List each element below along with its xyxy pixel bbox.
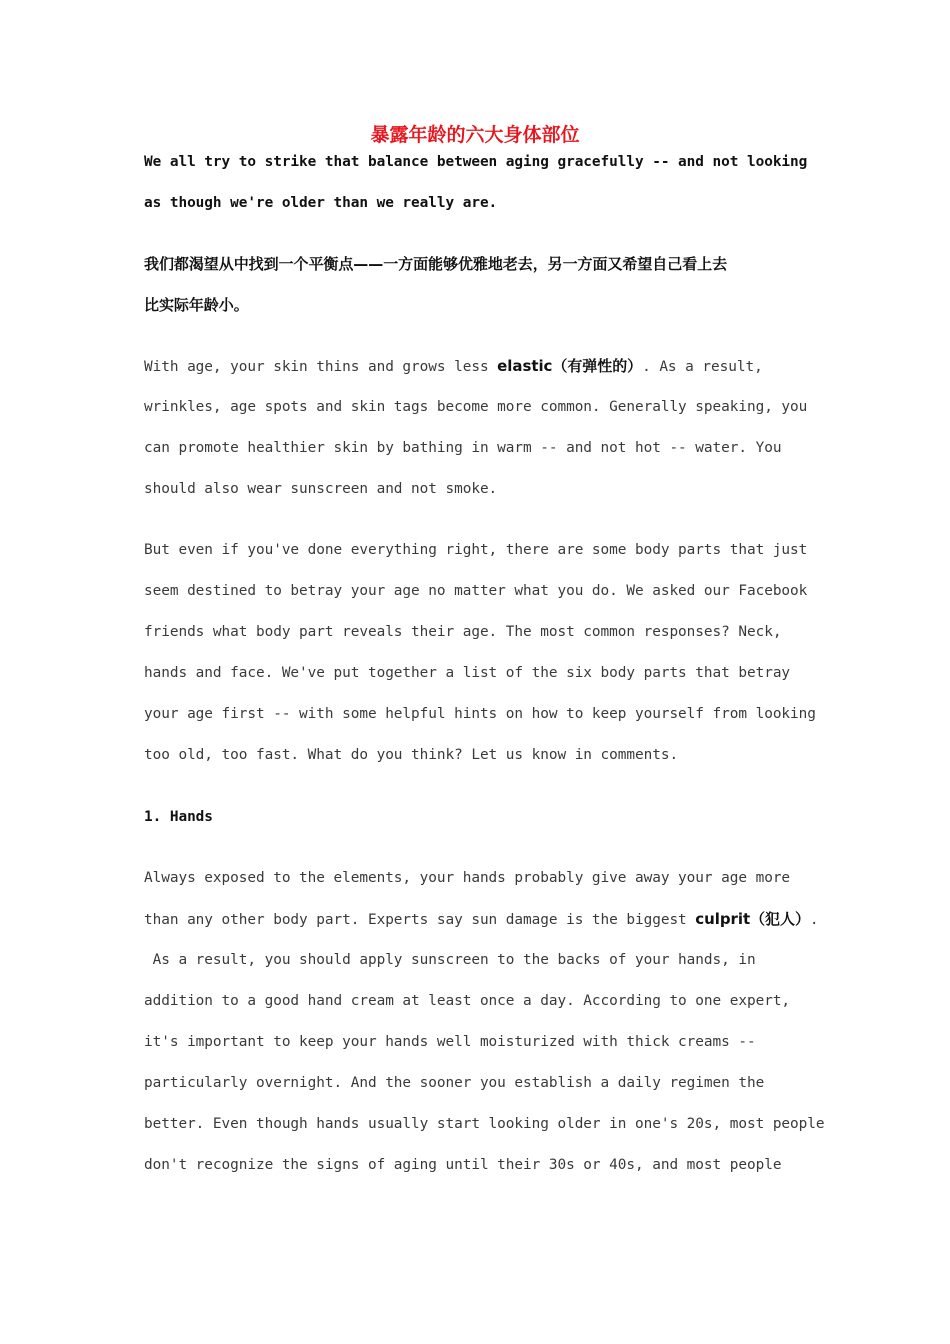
paragraph-3-line-5: it's important to keep your hands well moisturized with thick creams --	[144, 1034, 756, 1050]
paragraph-1-line-1	[144, 356, 763, 377]
paragraph-1-text: With age, your skin thins and grows less	[144, 359, 498, 375]
paragraph-2-line-6: too old, too fast. What do you think? Let us know in comments.	[144, 747, 679, 763]
paragraph-2-line-1: But even if you've done everything right, there are some body parts that just	[144, 542, 808, 558]
paragraph-3-line-4: addition to a good hand cream at least once a day. According to one expert,	[144, 993, 791, 1009]
term-culprit: culprit（犯人）	[695, 910, 810, 928]
paragraph-3-text: .	[809, 912, 819, 928]
paragraph-3-line-1: Always exposed to the elements, your hands probably give away your age more	[144, 870, 791, 886]
paragraph-3-text: than any other body part. Experts say sun damage is the biggest	[144, 912, 696, 928]
paragraph-2-line-3: friends what body part reveals their age. The most common responses? Neck,	[144, 624, 782, 640]
intro-cn-line-2: 比实际年龄小。	[144, 296, 249, 314]
paragraph-3-line-3: As a result, you should apply sunscreen to the backs of your hands, in	[144, 952, 756, 968]
paragraph-1-text: . As a result,	[642, 359, 763, 375]
paragraph-3-line-6: particularly overnight. And the sooner you establish a daily regimen the	[144, 1075, 765, 1091]
paragraph-3-line-2	[144, 909, 819, 930]
intro-en-line-1: We all try to strike that balance between aging gracefully -- and not looking	[144, 154, 808, 170]
paragraph-2-line-2: seem destined to betray your age no matter what you do. We asked our Facebook	[144, 583, 808, 599]
term-elastic: elastic（有弹性的）	[497, 357, 643, 375]
section-heading-hands: 1. Hands	[144, 809, 213, 825]
document-title: 暴露年龄的六大身体部位	[370, 124, 580, 146]
paragraph-3-line-7: better. Even though hands usually start looking older in one's 20s, most people	[144, 1116, 825, 1132]
intro-cn-line-1: 我们都渴望从中找到一个平衡点——一方面能够优雅地老去，另一方面又希望自己看上去	[144, 255, 728, 273]
paragraph-1-line-3: can promote healthier skin by bathing in warm -- and not hot -- water. You	[144, 440, 782, 456]
paragraph-3-line-8: don't recognize the signs of aging until their 30s or 40s, and most people	[144, 1157, 782, 1173]
intro-en-line-2: as though we're older than we really are.	[144, 195, 498, 211]
paragraph-1-line-2: wrinkles, age spots and skin tags become more common. Generally speaking, you	[144, 399, 808, 415]
paragraph-2-line-5: your age first -- with some helpful hints on how to keep yourself from looking	[144, 706, 816, 722]
paragraph-1-line-4: should also wear sunscreen and not smoke.	[144, 481, 498, 497]
paragraph-2-line-4: hands and face. We've put together a list of the six body parts that betray	[144, 665, 791, 681]
